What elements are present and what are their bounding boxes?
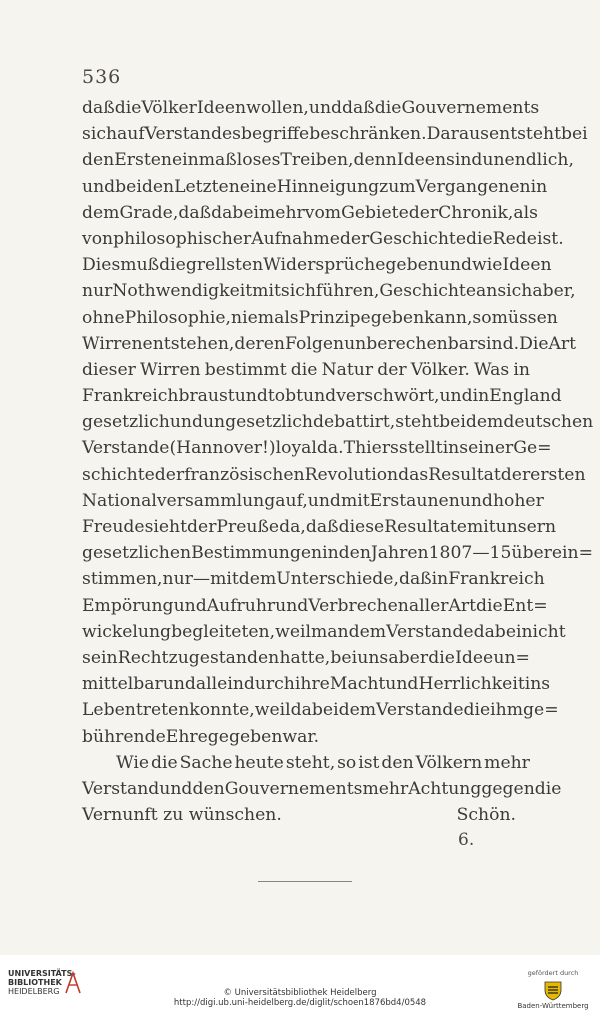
word: Chronik,: [438, 202, 514, 223]
text-line: [82, 383, 562, 409]
word: und: [459, 490, 493, 511]
text-line: [82, 95, 540, 121]
word: mehr: [258, 202, 305, 223]
word: deren: [234, 333, 286, 354]
text-line: [82, 645, 530, 671]
word: den: [381, 752, 414, 773]
word: in: [322, 543, 339, 564]
word: Letzten: [174, 176, 240, 197]
word: Thiers: [343, 438, 399, 459]
word: die: [114, 98, 142, 118]
word: ihre: [294, 674, 330, 695]
word: Verstande: [386, 621, 474, 642]
word: führen,: [315, 281, 380, 302]
word: dem: [348, 621, 387, 642]
word: überein=: [511, 543, 593, 564]
word: von: [82, 228, 114, 249]
word: unberechenbar: [344, 333, 478, 354]
word: Erstaunen: [369, 490, 460, 511]
word: unsern: [495, 517, 557, 537]
word: war.: [282, 726, 320, 747]
word: bei: [330, 647, 358, 668]
word: braust: [178, 386, 235, 407]
word: England: [489, 386, 562, 407]
word: weil: [275, 621, 311, 642]
word: so: [337, 752, 357, 773]
word: Frankreich: [448, 569, 545, 590]
word: Prinzipe: [298, 307, 371, 328]
text-line: [82, 776, 562, 802]
word: dabei: [473, 621, 522, 642]
word: 1807—15: [428, 543, 512, 564]
word: sieht: [144, 517, 188, 537]
text-line: [82, 121, 588, 147]
word: daß: [82, 98, 115, 118]
word: und: [173, 595, 207, 616]
word: daß: [305, 517, 339, 537]
word: Aufnahme: [251, 228, 340, 249]
word: Idee: [455, 647, 494, 668]
word: Völkern: [415, 752, 483, 773]
footer-credits: [150, 988, 450, 1008]
word: Geschichte: [379, 281, 477, 302]
word: mehr: [362, 778, 409, 799]
word: verschwört,: [336, 386, 440, 407]
word: als: [513, 202, 538, 223]
word: Dies: [82, 255, 121, 276]
word: Philosophie,: [124, 307, 232, 328]
closing-text: Vernunft zu wünschen.: [82, 805, 282, 826]
word: Leben: [82, 700, 136, 721]
text-line: [82, 200, 538, 226]
text-line: [82, 619, 566, 645]
word: und: [307, 490, 341, 511]
word: der: [187, 517, 217, 537]
word: in: [472, 386, 490, 407]
word: nur: [82, 281, 113, 302]
word: mit: [252, 281, 281, 302]
word: deutschen: [503, 412, 594, 433]
word: Verstande: [82, 438, 170, 459]
page-number: 536: [82, 66, 122, 88]
word: stimmen,: [82, 569, 163, 590]
word: sich: [280, 281, 316, 302]
word: wollen,: [246, 98, 309, 118]
word: das: [398, 464, 429, 485]
state-coat-of-arms-icon: [542, 979, 564, 1001]
word: ist.: [536, 228, 564, 249]
library-name-line3: HEIDELBERG: [8, 987, 60, 996]
word: die: [463, 700, 491, 721]
word: treten: [135, 700, 190, 721]
word: allein: [195, 674, 244, 695]
word: gesetzlich: [82, 412, 170, 433]
word: die: [466, 228, 493, 249]
word: gegeben: [207, 726, 283, 747]
word: hoher: [492, 490, 544, 511]
word: die: [428, 647, 455, 668]
copyright-text: © Universitätsbibliothek Heidelberg: [223, 988, 377, 998]
word: den: [82, 150, 115, 171]
author-signature: Schön.: [456, 805, 516, 826]
word: Die: [519, 333, 549, 354]
word: Nothwendigkeit: [112, 281, 253, 302]
word: Grade,: [119, 202, 179, 223]
text-line: [82, 514, 557, 540]
word: steht,: [285, 752, 336, 773]
word: und: [234, 386, 268, 407]
word: Achtung: [408, 778, 482, 799]
word: in: [431, 569, 449, 590]
word: Frankreich: [82, 386, 179, 407]
word: und: [439, 386, 473, 407]
text-line: [82, 593, 548, 619]
word: Ideen: [196, 98, 247, 118]
word: tobt: [267, 386, 304, 407]
permalink-url[interactable]: http://digi.ub.uni-heidelberg.de/diglit/schoen1876bd4/0548: [173, 998, 427, 1008]
word: Was: [473, 359, 510, 380]
word: aller: [408, 595, 449, 616]
word: Freude: [82, 517, 145, 537]
word: bestimmt: [204, 359, 287, 380]
text-line: [82, 462, 586, 488]
word: denn: [353, 150, 397, 171]
word: entstehen,: [142, 333, 235, 354]
library-name-line2: BIBLIOTHEK: [8, 978, 62, 987]
word: gesetzlichen: [82, 543, 192, 564]
word: durch: [243, 674, 295, 695]
word: Verstande: [376, 700, 464, 721]
word: der: [500, 464, 531, 485]
text-line: [82, 540, 593, 566]
word: Ehre: [165, 726, 208, 747]
word: steht: [395, 412, 440, 433]
text-line: [82, 357, 530, 383]
word: die: [374, 98, 402, 118]
word: den: [192, 778, 225, 799]
word: Ge=: [513, 438, 552, 459]
word: muß: [120, 255, 160, 276]
text-line: [82, 226, 564, 252]
word: und: [169, 412, 203, 433]
word: eine: [239, 176, 277, 197]
word: sind.: [477, 333, 520, 354]
word: Resultate: [384, 517, 467, 537]
state-name: Baden-Württemberg: [517, 1002, 589, 1010]
word: ungesetzlich: [202, 412, 313, 433]
word: da,: [279, 517, 306, 537]
word: Resultat: [428, 464, 501, 485]
word: ersten: [530, 464, 586, 485]
word: weil: [254, 700, 291, 721]
word: die: [534, 778, 562, 799]
word: in: [513, 359, 530, 380]
text-line: [82, 488, 544, 514]
library-name-line1: UNIVERSITÄTS-: [8, 969, 76, 978]
word: Unterschiede,: [276, 569, 399, 590]
word: Wie: [116, 752, 150, 773]
word: dem: [82, 202, 120, 223]
word: die: [476, 595, 503, 616]
word: Völker: [141, 98, 197, 118]
text-line: [82, 252, 552, 278]
word: Vergangenen: [415, 176, 531, 197]
word: dabei: [211, 202, 259, 223]
text-line: [82, 174, 548, 200]
word: Sache: [179, 752, 233, 773]
word: wie: [471, 255, 503, 276]
word: an: [476, 281, 498, 302]
word: der: [377, 359, 407, 380]
word: geben: [370, 307, 425, 328]
word: auf: [117, 124, 145, 145]
text-line: [82, 750, 530, 776]
word: und: [275, 595, 309, 616]
word: Art: [548, 333, 577, 354]
word: der: [408, 202, 439, 223]
funded-by-label: gefördert durch: [527, 969, 579, 977]
word: uns: [357, 647, 389, 668]
word: Gouvernements: [401, 98, 540, 118]
word: mittelbar: [82, 674, 163, 695]
word: Wirren: [140, 359, 201, 380]
word: in: [530, 176, 548, 197]
word: Daraus: [426, 124, 489, 145]
word: französischen: [184, 464, 305, 485]
word: Preuße: [216, 517, 280, 537]
funding-notice: [510, 969, 596, 1010]
word: un=: [493, 647, 530, 668]
word: Ideen: [502, 255, 552, 276]
text-line: [82, 331, 577, 357]
word: Jahren: [370, 543, 429, 564]
word: Gebiete: [341, 202, 409, 223]
word: ein: [171, 150, 199, 171]
word: müssen: [491, 307, 558, 328]
word: daß: [398, 569, 432, 590]
word: die: [290, 359, 318, 380]
word: daß: [178, 202, 212, 223]
word: Macht: [329, 674, 386, 695]
word: sich: [497, 281, 533, 302]
word: Gouvernements: [224, 778, 363, 799]
footer-bar: [0, 955, 600, 1012]
word: und: [162, 674, 196, 695]
word: debattirt,: [312, 412, 396, 433]
word: und: [159, 778, 193, 799]
library-emblem-icon: [64, 971, 82, 995]
word: auf,: [275, 490, 308, 511]
word: Herrlichkeit: [418, 674, 525, 695]
word: und: [82, 176, 116, 197]
word: die: [151, 752, 178, 773]
word: —: [192, 569, 211, 590]
word: sein: [82, 647, 118, 668]
word: Revolution: [304, 464, 399, 485]
word: bei: [561, 124, 588, 145]
word: kann,: [424, 307, 473, 328]
word: aber,: [532, 281, 576, 302]
word: dem: [465, 412, 504, 433]
body-text: [82, 95, 594, 828]
word: Widersprüche: [263, 255, 386, 276]
word: sich: [82, 124, 118, 145]
word: sind: [446, 150, 483, 171]
word: da.: [316, 438, 344, 459]
word: Art: [448, 595, 477, 616]
word: dem: [338, 700, 377, 721]
word: begleiteten,: [171, 621, 276, 642]
word: niemals: [231, 307, 299, 328]
text-line: [82, 697, 559, 723]
word: aber: [388, 647, 429, 668]
word: Empörung: [82, 595, 174, 616]
word: Völker.: [410, 359, 470, 380]
word: Rede: [492, 228, 537, 249]
word: den: [338, 543, 371, 564]
word: dem: [238, 569, 277, 590]
word: konnte,: [189, 700, 255, 721]
closing-line: [82, 802, 530, 828]
word: unendlich,: [482, 150, 574, 171]
word: man: [311, 621, 349, 642]
word: ohne: [82, 307, 125, 328]
word: ist: [358, 752, 380, 773]
word: mit: [340, 490, 370, 511]
word: Ent=: [502, 595, 548, 616]
word: und: [308, 98, 343, 118]
word: vom: [304, 202, 342, 223]
word: entsteht: [488, 124, 561, 145]
word: diese: [338, 517, 385, 537]
word: Natur: [321, 359, 374, 380]
word: und: [438, 255, 472, 276]
word: den: [141, 176, 175, 197]
word: der: [154, 464, 185, 485]
text-line: [82, 305, 558, 331]
section-number: 6.: [458, 830, 475, 850]
word: maßloses: [198, 150, 281, 171]
word: seiner: [459, 438, 514, 459]
word: (Hannover!): [169, 438, 276, 459]
text-line: [82, 724, 530, 750]
word: nur: [162, 569, 193, 590]
word: philosophischer: [113, 228, 252, 249]
word: Verstand: [82, 778, 160, 799]
word: mit: [466, 517, 496, 537]
word: Bestimmungen: [191, 543, 323, 564]
word: Nationalversammlung: [82, 490, 276, 511]
text-line: [82, 147, 574, 173]
word: grellsten: [185, 255, 264, 276]
word: zum: [379, 176, 416, 197]
word: bei: [439, 412, 466, 433]
word: daß: [342, 98, 375, 118]
word: ins: [524, 674, 551, 695]
word: Recht: [117, 647, 169, 668]
word: bei: [115, 176, 142, 197]
word: die: [159, 255, 186, 276]
word: Verstandesbegriffe: [144, 124, 310, 145]
word: wickelung: [82, 621, 172, 642]
text-line: [82, 409, 594, 435]
word: Hinneigung: [276, 176, 380, 197]
word: bührende: [82, 726, 166, 747]
word: so: [472, 307, 492, 328]
word: nicht: [521, 621, 566, 642]
word: hatte,: [279, 647, 331, 668]
word: beschränken.: [309, 124, 427, 145]
text-line: [82, 566, 545, 592]
word: und: [303, 386, 337, 407]
word: loyal: [275, 438, 317, 459]
text-line: [82, 278, 576, 304]
word: Aufruhr: [206, 595, 276, 616]
word: der: [339, 228, 370, 249]
word: mit: [210, 569, 239, 590]
word: dabei: [290, 700, 339, 721]
word: stellt: [398, 438, 443, 459]
word: geben: [385, 255, 439, 276]
word: gegen: [481, 778, 535, 799]
word: Verbrechen: [308, 595, 409, 616]
word: heute: [234, 752, 284, 773]
word: Treiben,: [280, 150, 354, 171]
word: ge=: [523, 700, 559, 721]
text-line: [82, 435, 552, 461]
word: Geschichte: [369, 228, 466, 249]
word: Ersten: [114, 150, 172, 171]
word: in: [442, 438, 460, 459]
word: schichte: [82, 464, 155, 485]
word: Ideen: [396, 150, 447, 171]
text-line: [82, 671, 551, 697]
word: Wirren: [82, 333, 143, 354]
word: zugestanden: [168, 647, 280, 668]
word: ihm: [490, 700, 524, 721]
closing-rule: [258, 881, 352, 882]
word: Folgen: [285, 333, 345, 354]
word: mehr: [484, 752, 530, 773]
word: und: [385, 674, 419, 695]
word: dieser: [82, 359, 136, 380]
